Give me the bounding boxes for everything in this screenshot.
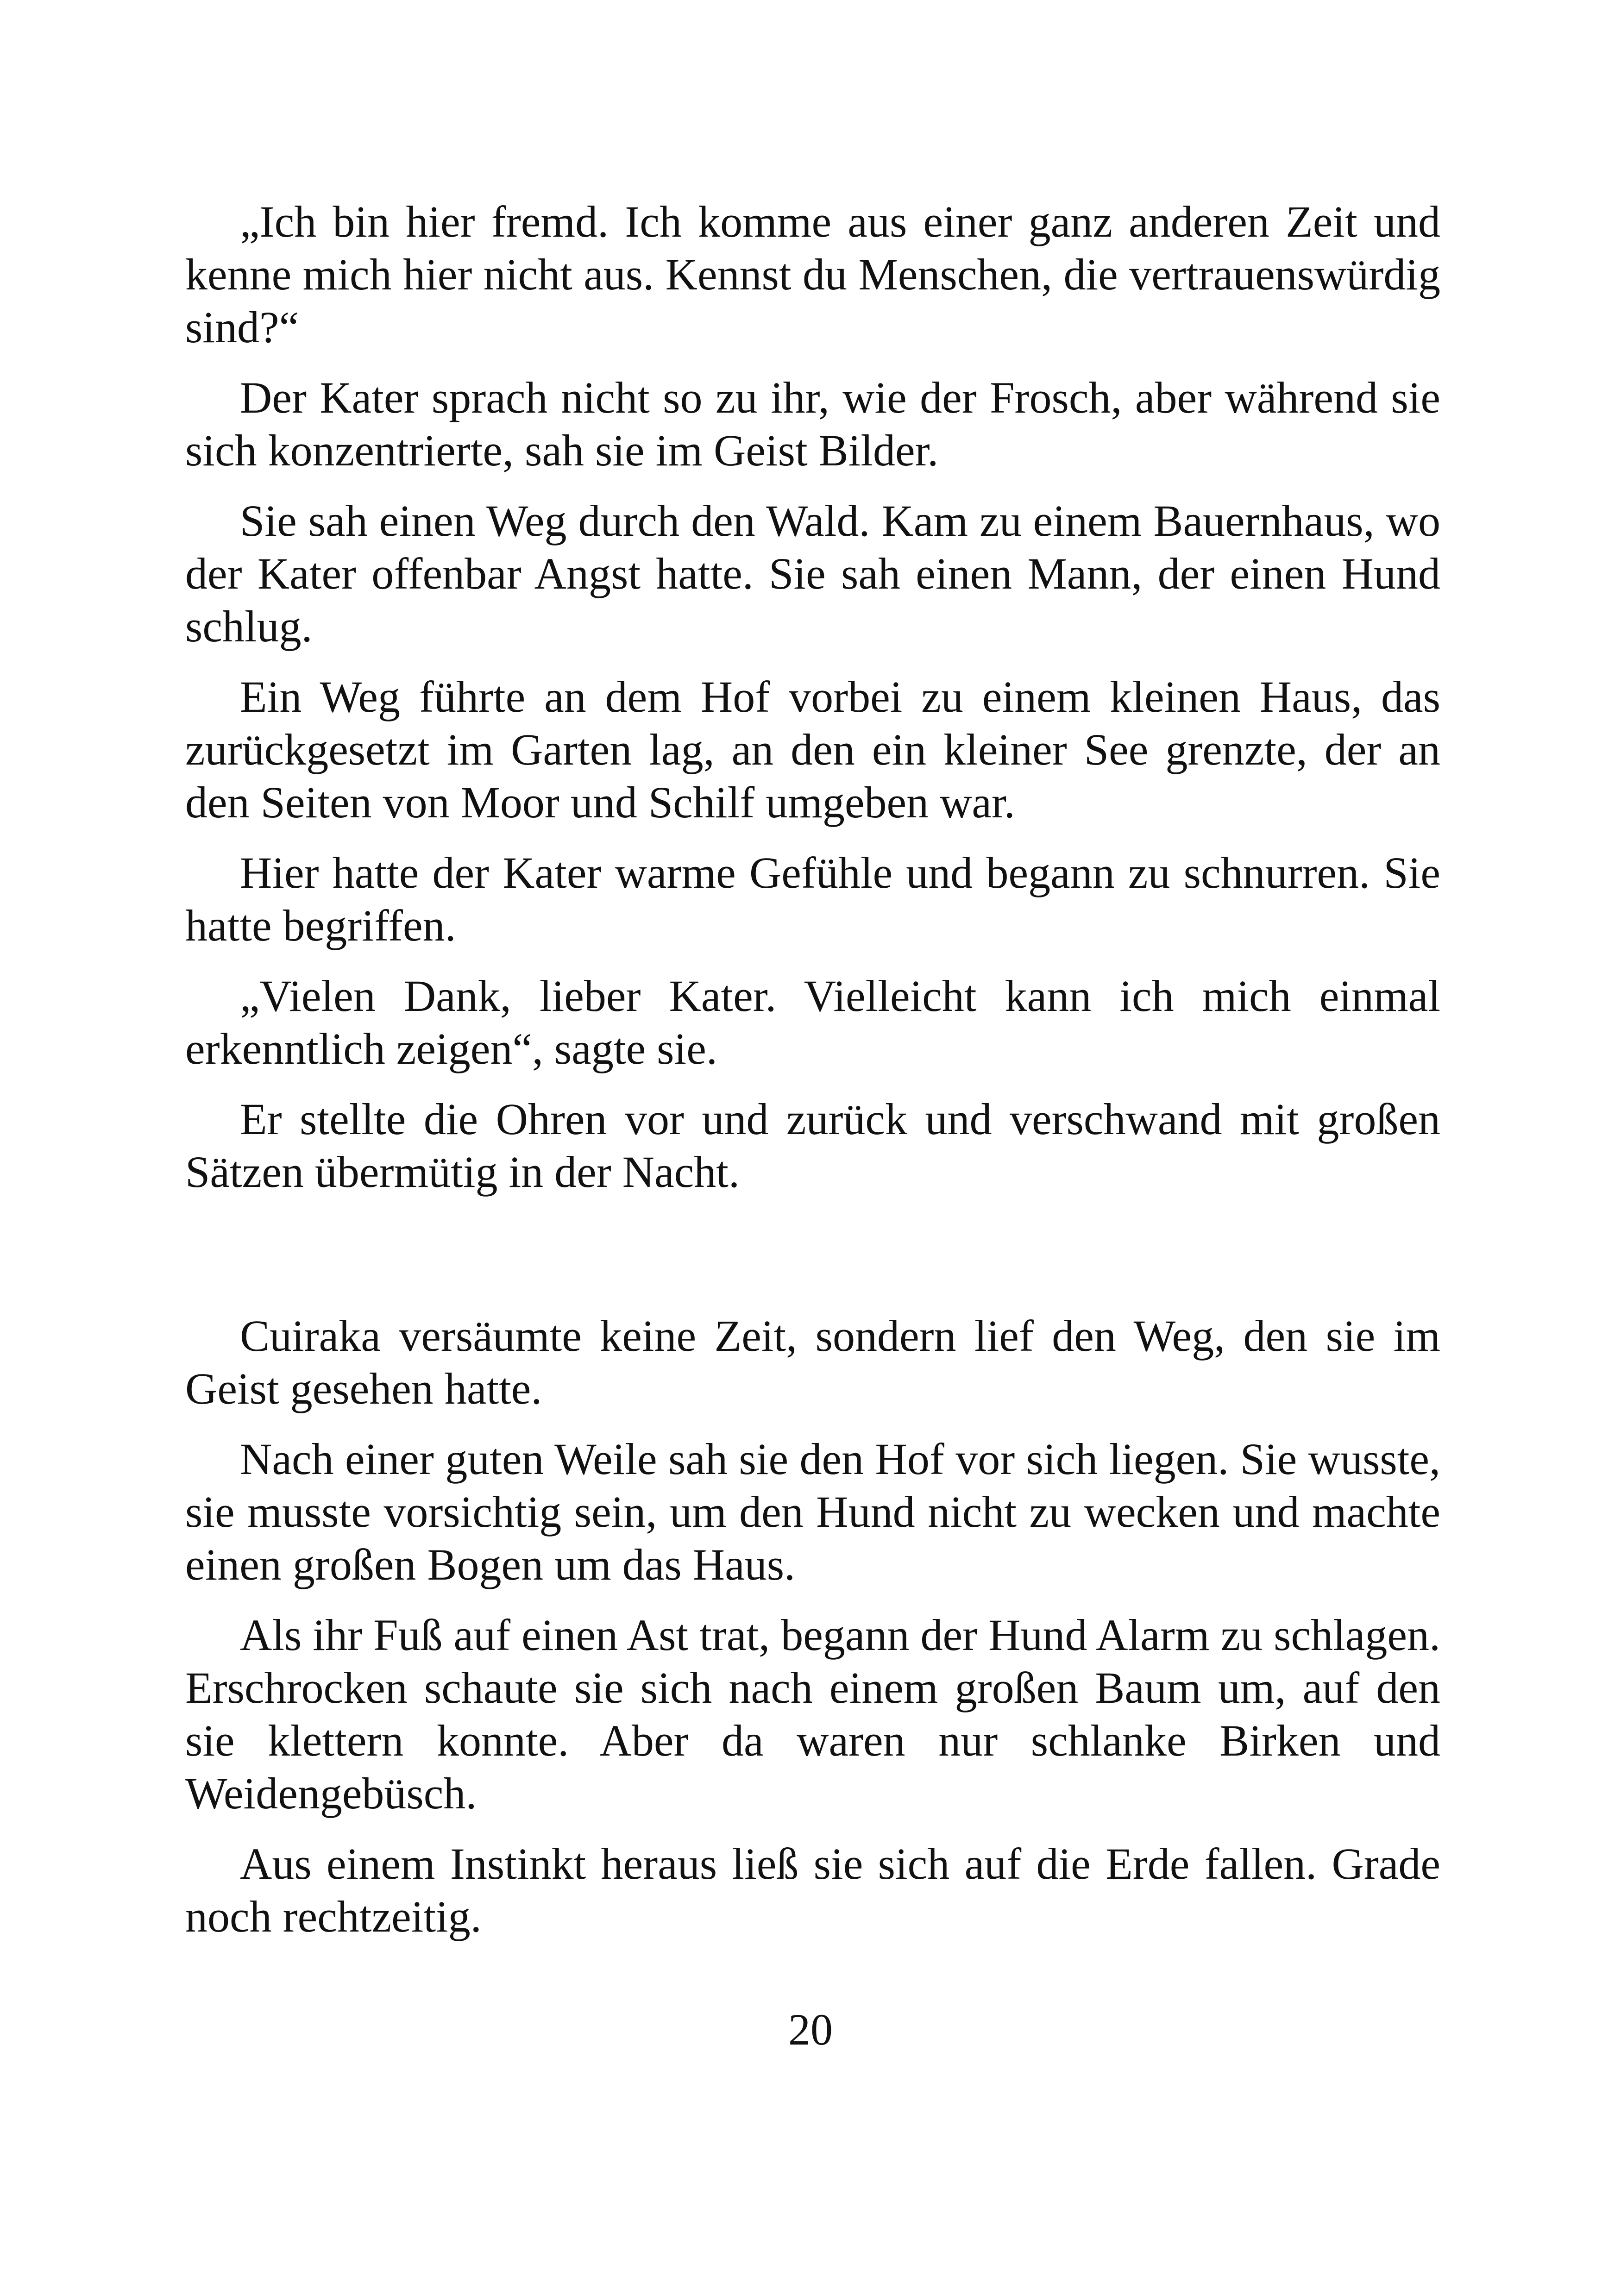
paragraph-3: Sie sah einen Weg durch den Wald. Kam zu einem Bauernhaus, wo der Kater offenbar Angst hatte. Sie sah einen Mann, der einen Hund schlug. xyxy=(185,496,1440,651)
paragraph-6: „Vielen Dank, lieber Kater. Vielleicht kann ich mich einmal erkenntlich zeigen“, sagte sie. xyxy=(185,971,1440,1073)
paragraph-4: Ein Weg führte an dem Hof vorbei zu einem kleinen Haus, das zurückgesetzt im Garten lag, an den ein kleiner See grenzte, der an den Seiten von Moor und Schilf umgeben war. xyxy=(185,672,1440,827)
section-break xyxy=(185,1216,1440,1310)
paragraph-9: Nach einer guten Weile sah sie den Hof vor sich liegen. Sie wusste, sie musste vorsichtig sein, um den Hund nicht zu wecken und machte einen großen Bogen um das Haus. xyxy=(185,1434,1440,1589)
paragraph-11: Aus einem Instinkt heraus ließ sie sich auf die Erde fallen. Grade noch rechtzeitig. xyxy=(185,1839,1440,1941)
paragraph-5: Hier hatte der Kater warme Gefühle und begann zu schnurren. Sie hatte begriffen. xyxy=(185,848,1440,950)
paragraph-2: Der Kater sprach nicht so zu ihr, wie der Frosch, aber während sie sich konzentrierte, sah sie im Geist Bilder. xyxy=(185,373,1440,475)
body-text xyxy=(185,195,1440,1961)
paragraph-10: Als ihr Fuß auf einen Ast trat, begann der Hund Alarm zu schlagen. Erschrocken schaute sie sich nach einem großen Baum um, auf den sie klettern konnte. Aber da waren nur schlanke Birken und Weidengebüsch. xyxy=(185,1610,1440,1818)
paragraph-7: Er stellte die Ohren vor und zurück und verschwand mit großen Sätzen übermütig in der Nacht. xyxy=(185,1094,1440,1197)
paragraph-8: Cuiraka versäumte keine Zeit, sondern lief den Weg, den sie im Geist gesehen hatte. xyxy=(185,1311,1440,1413)
paragraph-1: „Ich bin hier fremd. Ich komme aus einer ganz anderen Zeit und kenne mich hier nicht aus. Kennst du Menschen, die vertrauenswürdig sind?“ xyxy=(185,197,1440,352)
page-number: 20 xyxy=(788,2005,833,2054)
